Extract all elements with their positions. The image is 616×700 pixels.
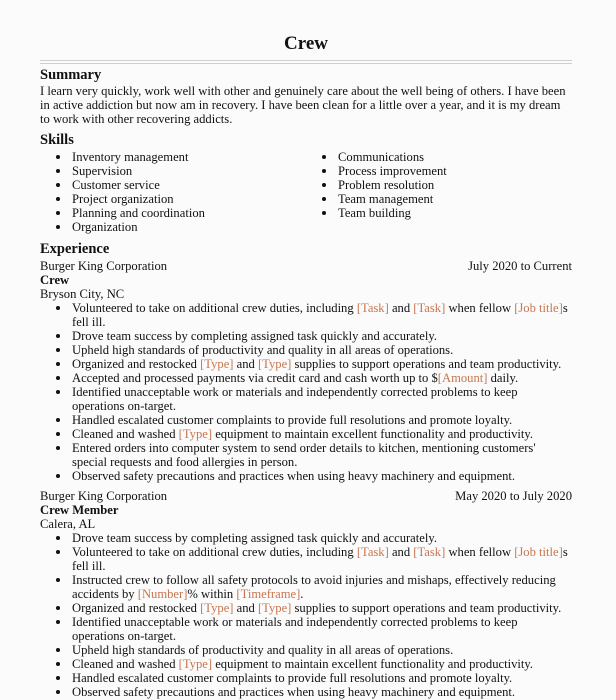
placeholder-text: [Amount] [437, 371, 488, 385]
bullet-text: daily. [487, 371, 519, 385]
skill-item: Supervision [40, 164, 306, 178]
bullet-text: supplies to support operations and team productivity. [291, 601, 562, 615]
job-bullet [40, 343, 572, 357]
bullet-text: Volunteered to take on additional crew duties, including [72, 301, 357, 315]
job-bullet [40, 371, 572, 385]
bullet-text: Entered orders into computer system to send order details to kitchen, mentioning customers' special requests and food allergies in person. [72, 441, 536, 469]
placeholder-text: [Task] [356, 301, 389, 315]
job-bullet [40, 671, 572, 685]
job-bullet [40, 573, 572, 601]
bullet-text: Drove team success by completing assigned task quickly and accurately. [72, 329, 437, 343]
resume-page [40, 0, 572, 699]
bullet-text: Cleaned and washed [72, 427, 179, 441]
skill-item: Customer service [40, 178, 306, 192]
placeholder-text: [Type] [257, 601, 292, 615]
job-dates: May 2020 to July 2020 [455, 489, 572, 503]
bullet-text: s fell ill. [72, 301, 568, 329]
job-bullet [40, 427, 572, 441]
bullet-text: when fellow [445, 301, 515, 315]
experience-heading: Experience [40, 241, 110, 257]
placeholder-text: [Type] [200, 601, 234, 615]
resume-title: Crew [284, 33, 328, 54]
placeholder-text: [Job title] [514, 545, 563, 559]
job-location: Bryson City, NC [40, 287, 125, 301]
bullet-text: Volunteered to take on additional crew duties, including [72, 545, 357, 559]
skills-column-2 [306, 150, 572, 234]
job-company: Burger King Corporation [40, 259, 168, 273]
job-entry [40, 259, 572, 483]
skill-item: Communications [306, 150, 572, 164]
bullet-text: Upheld high standards of productivity and quality in all areas of operations. [72, 643, 454, 657]
bullet-text: and [388, 301, 414, 315]
bullet-text: Observed safety precautions and practices when using heavy machinery and equipment. [72, 469, 516, 483]
bullet-text: Instructed crew to follow all safety protocols to avoid injuries and mishaps, effectively reducing accidents by [72, 573, 556, 601]
job-bullet [40, 643, 572, 657]
skill-item: Project organization [40, 192, 306, 206]
job-title: Crew Member [40, 503, 119, 517]
bullet-text: Drove team success by completing assigned task quickly and accurately. [72, 531, 437, 545]
job-bullet [40, 469, 572, 483]
bullet-text: s fell ill. [72, 545, 568, 573]
job-company: Burger King Corporation [40, 489, 168, 503]
placeholder-text: [Type] [178, 657, 213, 671]
skill-item: Team management [306, 192, 572, 206]
skill-item: Organization [40, 220, 306, 234]
skill-item: Inventory management [40, 150, 306, 164]
job-dates: July 2020 to Current [468, 259, 572, 273]
title-divider [40, 60, 572, 64]
job-bullet [40, 601, 572, 615]
bullet-text: and [388, 545, 414, 559]
bullet-text: Handled escalated customer complaints to provide full resolutions and promote loyalty. [72, 413, 513, 427]
placeholder-text: [Task] [356, 545, 389, 559]
summary-heading: Summary [40, 67, 102, 83]
bullet-text: equipment to maintain excellent functionality and productivity. [212, 427, 533, 441]
bullet-text: Organized and restocked [72, 601, 201, 615]
bullet-text: Cleaned and washed [72, 657, 179, 671]
placeholder-text: [Task] [413, 301, 446, 315]
bullet-text: % within [187, 587, 237, 601]
bullet-text: Organized and restocked [72, 357, 201, 371]
placeholder-text: [Job title] [514, 301, 563, 315]
bullet-text: and [233, 601, 258, 615]
placeholder-text: [Task] [413, 545, 446, 559]
skill-item: Process improvement [306, 164, 572, 178]
job-bullet [40, 685, 572, 699]
bullet-text: supplies to support operations and team productivity. [291, 357, 562, 371]
bullet-text: Observed safety precautions and practices when using heavy machinery and equipment. [72, 685, 516, 699]
bullet-text: and [233, 357, 258, 371]
job-bullets [40, 301, 572, 483]
job-location: Calera, AL [40, 517, 96, 531]
bullet-text: . [300, 587, 304, 601]
bullet-text: when fellow [445, 545, 515, 559]
placeholder-text: [Type] [178, 427, 213, 441]
job-header [40, 489, 572, 503]
experience-section [40, 241, 572, 699]
job-title: Crew [40, 273, 70, 287]
job-bullet [40, 413, 572, 427]
job-bullet [40, 385, 572, 413]
bullet-text: Accepted and processed payments via credit card and cash worth up to $ [72, 371, 438, 385]
job-bullet [40, 615, 572, 643]
bullet-text: Handled escalated customer complaints to provide full resolutions and promote loyalty. [72, 671, 513, 685]
placeholder-text: [Number] [137, 587, 188, 601]
skill-item: Problem resolution [306, 178, 572, 192]
bullet-text: equipment to maintain excellent functionality and productivity. [212, 657, 533, 671]
bullet-text: Upheld high standards of productivity and quality in all areas of operations. [72, 343, 454, 357]
job-bullet [40, 657, 572, 671]
summary-text: I learn very quickly, work well with other and genuinely care about the well being of others. I have been in active addiction but now am in recovery. I have been clean for a little over a year, and it is my dream to work with other recovering addicts. [40, 84, 566, 126]
skills-column-1 [40, 150, 306, 234]
job-bullet [40, 545, 572, 573]
placeholder-text: [Timeframe] [236, 587, 301, 601]
bullet-text: Identified unacceptable work or materials and independently corrected problems to keep operations on-target. [72, 615, 518, 643]
placeholder-text: [Type] [257, 357, 292, 371]
placeholder-text: [Type] [200, 357, 234, 371]
job-bullet [40, 329, 572, 343]
skills-heading: Skills [40, 132, 74, 148]
skill-item: Team building [306, 206, 572, 220]
job-bullet [40, 357, 572, 371]
job-bullet [40, 441, 572, 469]
job-entry [40, 489, 572, 699]
skills-section [40, 132, 572, 234]
skill-item: Planning and coordination [40, 206, 306, 220]
job-bullet [40, 531, 572, 545]
job-bullets [40, 531, 572, 699]
job-header [40, 259, 572, 273]
bullet-text: Identified unacceptable work or materials and independently corrected problems to keep operations on-target. [72, 385, 518, 413]
summary-section [40, 67, 572, 126]
job-bullet [40, 301, 572, 329]
